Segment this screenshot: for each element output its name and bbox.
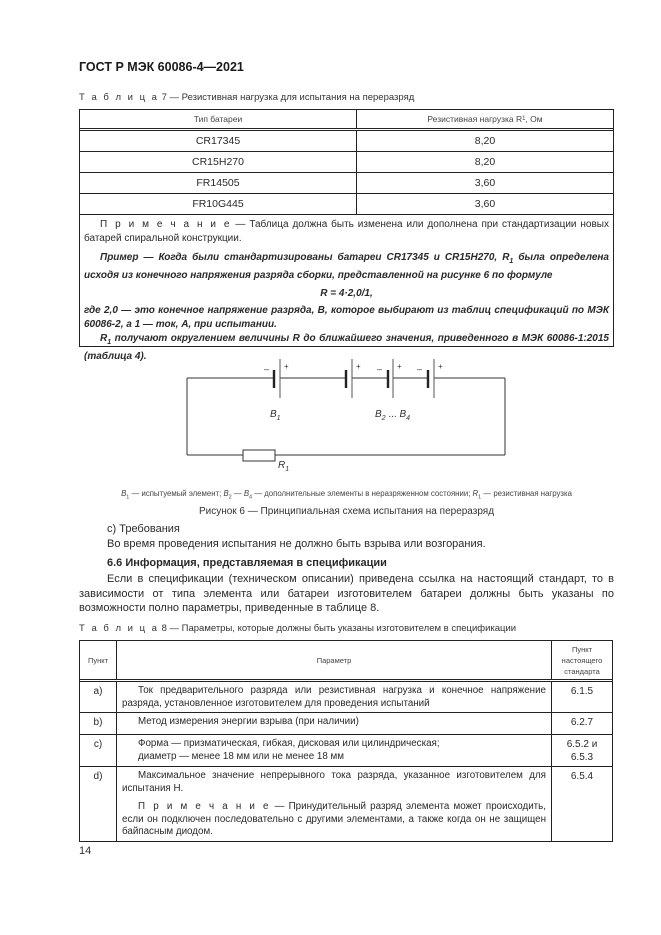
plus-sign-b3: + (397, 362, 402, 371)
clause-cell: 6.5.2 и 6.5.3 (566, 739, 598, 763)
battery-type-cell: CR17345 (80, 131, 357, 151)
minus-sign-b1: – (264, 364, 270, 374)
document-header: ГОСТ Р МЭК 60086-4—2021 (79, 60, 244, 74)
section-6-6-heading: 6.6 Информация, представляемая в спецификации (107, 557, 387, 569)
table-row (80, 713, 612, 735)
table8-header-item: Пункт (80, 641, 117, 679)
note-text: — Таблица должна быть изменена или дополнена при стандартизации новых батарей спиральной конструкции. (84, 219, 609, 244)
rounding-note: $R_1$ получают округлением величины R до ближайшего значения, приведенного в МЭК 60086-1:2015 (таблица 4). (84, 333, 609, 362)
resistive-load-cell: 8,20 (474, 156, 496, 168)
note-label: П р и м е ч а н и е (100, 219, 232, 230)
minus-sign-b4: – (417, 364, 423, 374)
parameter-cell: Форма — призматическая, гибкая, дисковая или цилиндрическая; диаметр — менее 18 мм или не менее 18 мм (117, 735, 552, 766)
table-row (80, 767, 612, 841)
item-cell: a) (80, 682, 117, 712)
table8-note: П р и м е ч а н и е — Принудительный разряд элемента может происходить, если он подключен последовательно с другими элементами, а также когда он не защищен байпасным диодом. (122, 801, 546, 837)
table-row (80, 735, 612, 767)
resistive-load-cell: 3,60 (474, 177, 496, 189)
parameter-cell: Метод измерения энергии взрыва (при наличии) (117, 713, 552, 734)
table8 (79, 640, 613, 842)
parameter-cell: Максимальное значение непрерывного тока разряда, указанное изготовителем для испытания H. П р и м е ч а н и е — Принудительный разряд элемента может происходить, если он подключен последовательно с другими элементами, а также когда он не защищен байпасным диодом. (117, 767, 552, 841)
clause-cell: 6.1.5 (570, 686, 594, 697)
section-6-6-paragraph: Если в спецификации (техническом описании) приведена ссылка на настоящий стандарт, то в зависимости от типа элемента или батареи изготовителем батареи должны быть указаны по возможности полно параметры, приведенные в таблице 8. (79, 573, 614, 614)
formula: R = 4·2,0/1, (320, 288, 373, 299)
item-cell: b) (80, 713, 117, 734)
requirements-heading: c) Требования (107, 523, 180, 535)
table7-header-battery-type: Тип батареи (80, 110, 357, 128)
formula-explanation: где 2,0 — это конечное напряжение разряда, В, которое выбирают из таблиц спецификаций по МЭК 60086-2, а 1 — ток, А, при испытании. (84, 305, 609, 330)
table8-header-clause: Пункт настоящего стандарта (561, 644, 603, 676)
figure6-legend: $B_1$ — испытуемый элемент; $B_2$ — $B_4$ — дополнительные элементы в неразряженном состоянии; $R_1$ — резистивная нагрузка (121, 489, 572, 501)
plus-sign-b1: + (284, 362, 289, 371)
label-b1: $B_1$ (270, 409, 281, 422)
table7-header-resistive-load: Резистивная нагрузка R 1 , Ом (427, 114, 543, 124)
table7-caption-text: 7 — Резистивная нагрузка для испытания на переразряд (161, 92, 415, 103)
plus-sign-b4: + (438, 362, 443, 371)
clause-cell: 6.2.7 (570, 717, 594, 728)
plus-sign-b2: + (356, 362, 361, 371)
page-number: 14 (79, 845, 92, 857)
battery-type-cell: FR10G445 (80, 194, 357, 214)
battery-type-cell: CR15H270 (80, 152, 357, 172)
table-row (80, 682, 612, 713)
battery-type-cell: FR14505 (80, 173, 357, 193)
figure6-caption: Рисунок 6 — Принципиальная схема испытания на переразряд (198, 506, 495, 517)
item-cell: c) (80, 735, 117, 766)
parameter-cell: Ток предварительного разряда или резистивная нагрузка и конечное напряжение разряда, установленное изготовителем для проведения испытаний (117, 682, 552, 712)
table8-header-row (80, 641, 612, 682)
table8-caption-label: Т а б л и ц а (79, 623, 159, 634)
table8-header-parameter: Параметр (117, 641, 552, 679)
resistor-r1 (243, 450, 275, 461)
table8-caption (79, 623, 516, 634)
resistive-load-cell: 8,20 (474, 135, 496, 147)
label-b2-b4: $B_2$ ... $B_4$ (375, 409, 411, 422)
table7-caption-label: Т а б л и ц а (79, 92, 159, 103)
clause-cell: 6.5.4 (570, 771, 594, 782)
resistive-load-cell: 3,60 (474, 198, 496, 210)
label-r1: $R_1$ (278, 460, 290, 473)
requirements-text: Во время проведения испытания не должно быть взрыва или возгорания. (107, 538, 486, 550)
item-cell: d) (80, 767, 117, 841)
minus-sign-b3: – (377, 364, 383, 374)
table7-example: Пример — Когда были стандартизированы батареи CR17345 и CR15H270, $R_1$ была определена исходя из конечного напряжения разряда сборки, представленной на рисунке 6 по формуле (84, 252, 609, 281)
table8-caption-text: 8 — Параметры, которые должны быть указаны изготовителем в спецификации (161, 623, 517, 634)
